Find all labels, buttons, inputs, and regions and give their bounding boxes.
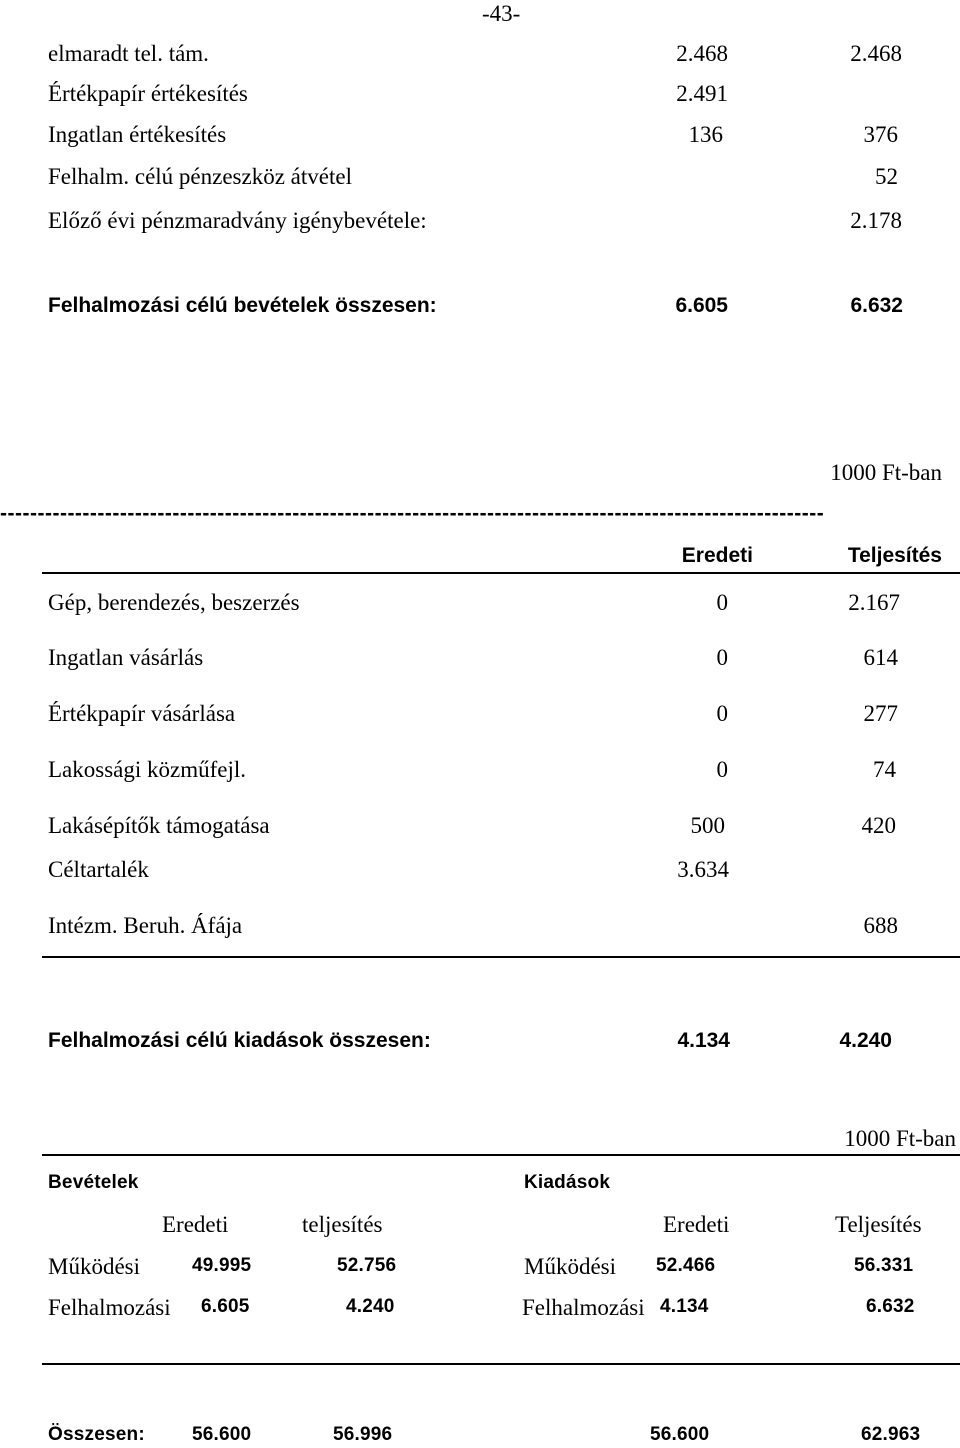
summary-total-right-perf: 62.963 [861,1424,921,1445]
income-row-label: Értékpapír értékesítés [48,81,248,106]
income-total-orig: 6.605 [675,294,728,317]
expense-row-label: Lakásépítők támogatása [48,813,270,838]
expense-total-orig: 4.134 [677,1029,730,1052]
expense-row-orig: 0 [716,590,728,615]
summary-left-header-perf: teljesítés [302,1212,383,1237]
summary-total-right-orig: 56.600 [650,1424,710,1445]
summary-rule [42,1363,960,1365]
summary-row-left-orig: 6.605 [201,1296,250,1317]
dashed-separator: -------------------------------------------------------------------------------------------------------------- [0,503,825,524]
expense-row-label: Gép, berendezés, beszerzés [48,590,300,615]
expense-row-perf: 2.167 [848,590,900,615]
summary-right-title: Kiadások [524,1172,611,1193]
expense-row-label: Céltartalék [48,857,149,882]
summary-row-left-perf: 4.240 [346,1296,395,1317]
expense-row-orig: 3.634 [677,857,729,882]
expense-row-perf: 74 [873,757,896,782]
income-row-label: Ingatlan értékesítés [48,122,227,147]
expense-total-perf: 4.240 [839,1029,892,1052]
expense-row-perf: 688 [863,913,898,938]
income-row-label: Felhalm. célú pénzeszköz átvétel [48,164,352,189]
summary-top-rule [42,1154,960,1156]
summary-row-left-perf: 52.756 [337,1255,397,1276]
expense-unit: 1000 Ft-ban [830,460,942,485]
expense-row-label: Intézm. Beruh. Áfája [48,913,243,938]
summary-row-left-label: Működési [48,1254,140,1279]
summary-row-right-perf: 56.331 [854,1255,914,1276]
income-row-perf: 2.178 [850,208,902,233]
income-row-orig: 2.491 [676,81,728,106]
header-rule [42,572,960,574]
income-row-label: elmaradt tel. tám. [48,41,209,66]
summary-row-right-orig: 4.134 [660,1296,709,1317]
summary-total-label: Összesen: [48,1424,145,1445]
page-number: -43- [482,1,521,26]
income-total-label: Felhalmozási célú bevételek összesen: [48,294,437,317]
summary-right-header-perf: Teljesítés [835,1212,922,1237]
expense-row-perf: 420 [861,813,896,838]
income-row-perf: 376 [863,122,898,147]
income-row-orig: 2.468 [676,41,728,66]
income-row-perf: 52 [875,164,898,189]
expense-header-perf: Teljesítés [847,544,942,567]
expense-row-label: Ingatlan vásárlás [48,645,204,670]
expense-row-orig: 0 [716,701,728,726]
summary-row-right-label: Működési [524,1254,616,1279]
income-row-perf: 2.468 [850,41,902,66]
summary-row-right-label: Felhalmozási [522,1295,645,1320]
expense-header-orig: Eredeti [681,544,753,567]
section-rule [42,956,960,958]
income-total-perf: 6.632 [850,294,903,317]
summary-total-left-perf: 56.996 [333,1424,393,1445]
summary-left-header-orig: Eredeti [162,1212,229,1237]
income-row-orig: 136 [688,122,723,147]
summary-row-right-orig: 52.466 [656,1255,716,1276]
income-row-label: Előző évi pénzmaradvány igénybevétele: [48,208,427,233]
expense-row-label: Lakossági közműfejl. [48,757,247,782]
expense-total-label: Felhalmozási célú kiadások összesen: [48,1029,431,1052]
expense-row-orig: 0 [716,757,728,782]
summary-total-left-orig: 56.600 [192,1424,252,1445]
summary-left-title: Bevételek [48,1172,139,1193]
summary-row-left-orig: 49.995 [192,1255,252,1276]
summary-right-header-orig: Eredeti [663,1212,730,1237]
expense-row-orig: 0 [716,645,728,670]
expense-row-orig: 500 [690,813,725,838]
summary-unit: 1000 Ft-ban [844,1126,956,1151]
expense-row-label: Értékpapír vásárlása [48,701,236,726]
expense-row-perf: 614 [863,645,898,670]
summary-row-left-label: Felhalmozási [48,1295,171,1320]
expense-row-perf: 277 [863,701,898,726]
summary-row-right-perf: 6.632 [866,1296,915,1317]
